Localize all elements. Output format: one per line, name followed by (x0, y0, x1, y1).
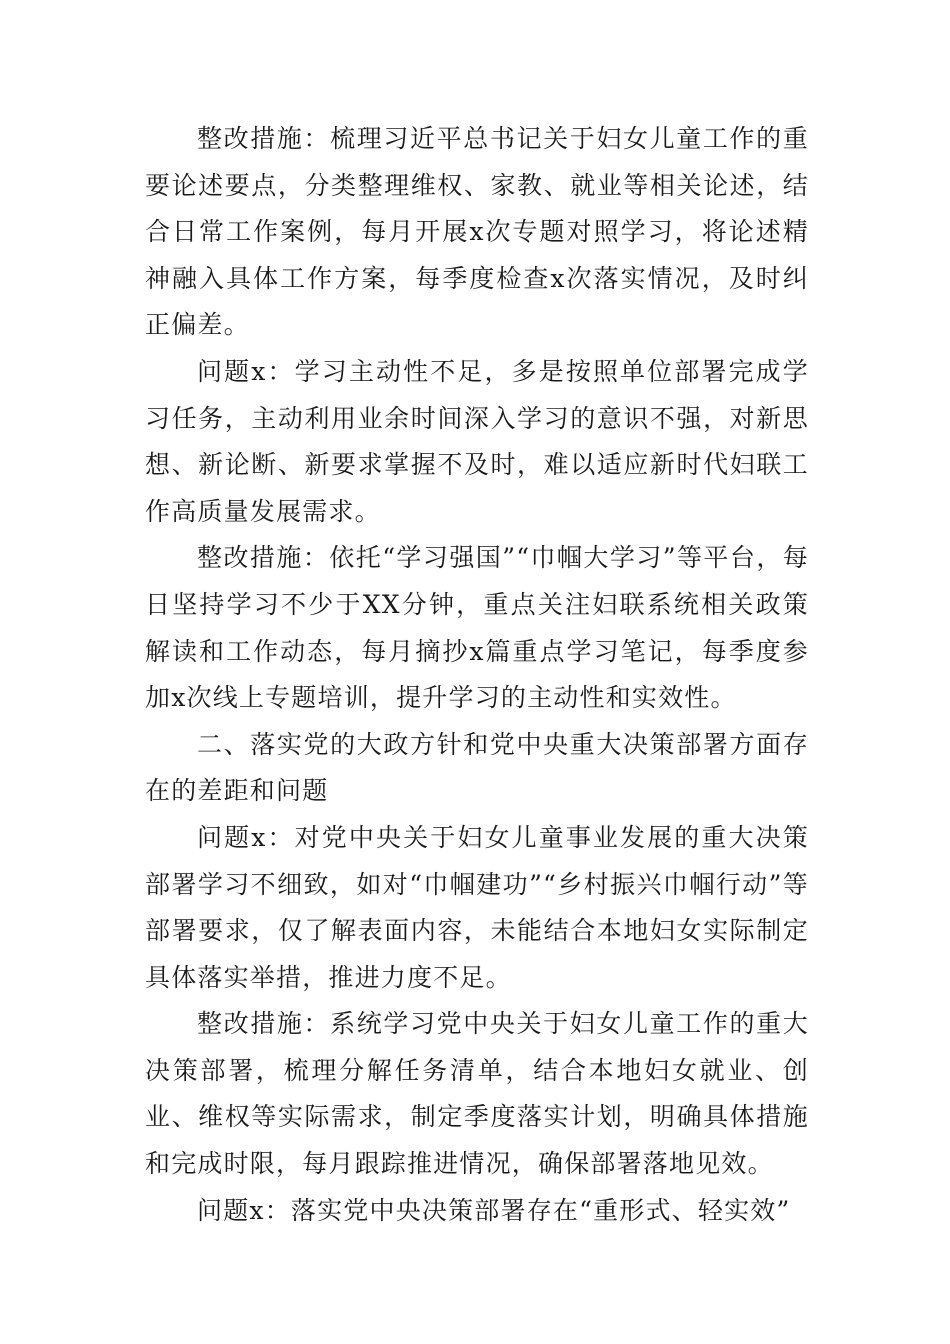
paragraph-rectification-measures-1: 整改措施：梳理习近平总书记关于妇女儿童工作的重要论述要点，分类整理维权、家教、就业等相关论述，结合日常工作案例，每月开展x次专题对照学习，将论述精神融入具体工作方案，每季度检查x次落实情况，及时纠正偏差。 (145, 124, 809, 340)
section-heading-2: 二、落实党的大政方针和党中央重大决策部署方面存在的差距和问题 (145, 729, 809, 806)
paragraph-rectification-measures-3: 整改措施：系统学习党中央关于妇女儿童工作的重大决策部署，梳理分解任务清单，结合本地妇女就业、创业、维权等实际需求，制定季度落实计划，明确具体措施和完成时限，每月跟踪推进情况，确保部署落地见效。 (145, 1009, 809, 1179)
document-body (145, 116, 809, 1234)
paragraph-problem-decision-study: 问题x：对党中央关于妇女儿童事业发展的重大决策部署学习不细致，如对“巾帼建功”“乡村振兴巾帼行动”等部署要求，仅了解表面内容，未能结合本地妇女实际制定具体落实举措，推进力度不足。 (145, 822, 809, 992)
paragraph-problem-formalism: 问题x：落实党中央决策部署存在“重形式、轻实效” (197, 1195, 791, 1225)
paragraph-problem-learning-initiative: 问题x：学习主动性不足，多是按照单位部署完成学习任务，主动利用业余时间深入学习的意识不强，对新思想、新论断、新要求掌握不及时，难以适应新时代妇联工作高质量发展需求。 (145, 356, 809, 526)
paragraph-rectification-measures-2: 整改措施：依托“学习强国”“巾帼大学习”等平台，每日坚持学习不少于XX分钟，重点关注妇联系统相关政策解读和工作动态，每月摘抄x篇重点学习笔记，每季度参加x次线上专题培训，提升学习的主动性和实效性。 (145, 543, 809, 713)
